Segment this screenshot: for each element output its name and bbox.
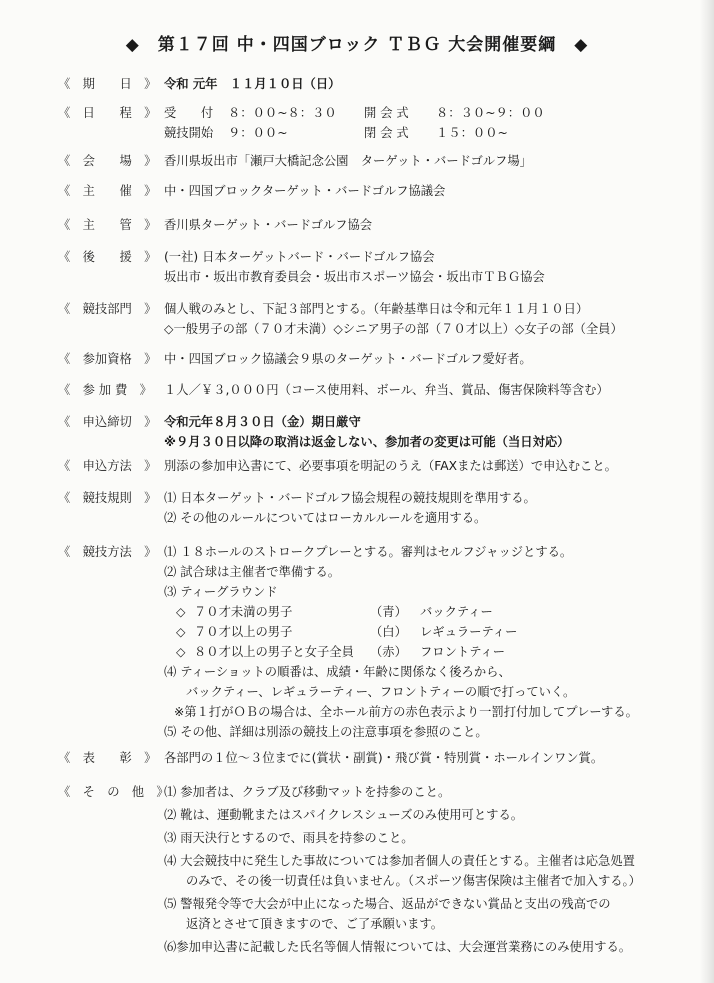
other-line: ⑶ 雨天決行とするので、雨具を持参のこと。 <box>164 831 414 845</box>
section-content <box>164 349 694 369</box>
section-content <box>164 542 694 742</box>
section-content <box>164 151 694 171</box>
manager-value: 香川県ターゲット・バードゴルフ協会 <box>164 218 373 232</box>
other-line: ⑸ 警報発令等で大会が中止になった場合、返品ができない賞品と支出の残高での <box>164 897 611 911</box>
tee-row <box>164 622 694 642</box>
diamond-bullet: ◇ <box>176 645 186 659</box>
section-content <box>164 247 694 287</box>
method-line: バックティー、レギュラーティー、フロントティーの順で打っていく。 <box>186 685 576 699</box>
section-label: 《 競技方法 》 <box>58 545 157 559</box>
section-content <box>164 380 694 400</box>
venue-value: 香川県坂出市「瀬戸大橋記念公園 ターゲット・バードゴルフ場」 <box>164 154 532 168</box>
schedule-item-time: ９：００~ <box>228 126 288 140</box>
section-content <box>164 456 694 476</box>
tee-name: フロントティー <box>420 645 506 659</box>
other-line: 返済とさせて頂きますので、ご了承願います。 <box>186 917 444 931</box>
schedule-item-time: ８：３０~９：００ <box>436 106 545 120</box>
section-content <box>164 488 694 528</box>
tee-color: （白） <box>370 625 407 639</box>
other-line: ⑷ 大会競技中に発生した事故については参加者個人の責任とする。主催者は応急処置 <box>164 854 635 868</box>
deadline-line: 令和元年８月３０日（金）期日厳守 <box>164 415 361 429</box>
diamond-bullet: ◇ <box>176 625 186 639</box>
method-line: ⑴ １８ホールのストロークプレーとする。審判はセルフジャッジとする。 <box>164 545 573 559</box>
date-value: 令和 元年 １１月１０日（日） <box>164 77 341 91</box>
schedule-item-time: ８：００~８：３０ <box>228 106 337 120</box>
diamond-bullet: ◇ <box>176 605 186 619</box>
section-label: 《 そ の 他 》 <box>58 785 169 799</box>
deadline-note: ※９月３０日以降の取消は返金しない、参加者の変更は可能（当日対応） <box>164 435 570 449</box>
section-label: 《 期 日 》 <box>58 77 157 91</box>
other-line: のみで、その後一切責任は負いません。（スポーツ傷害保険は主催者で加入する。） <box>186 874 641 888</box>
other-line: ⑴ 参加者は、クラブ及び移動マットを持参のこと。 <box>164 785 451 799</box>
section-label: 《 主 催 》 <box>58 184 157 198</box>
divisions-line: ◇一般男子の部（７０才未満）◇シニア男子の部（７０才以上）◇女子の部（全員） <box>164 322 623 336</box>
application-value: 別添の参加申込書にて、必要事項を明記のうえ（FAXまたは郵送）で申込むこと。 <box>164 459 617 473</box>
section-label: 《 申込締切 》 <box>58 415 157 429</box>
method-line: ⑶ ティーグラウンド <box>164 585 278 599</box>
tee-color: （赤） <box>370 645 407 659</box>
tee-name: バックティー <box>420 605 493 619</box>
schedule-row <box>164 103 694 123</box>
page-edge-shadow <box>700 0 714 983</box>
section-label: 《 表 彰 》 <box>58 751 157 765</box>
tee-eligibility: ８０才以上の男子と女子全員 <box>194 645 354 659</box>
tee-color: （青） <box>370 605 407 619</box>
section-content <box>164 74 694 94</box>
tee-name: レギュラーティー <box>420 625 518 639</box>
tee-eligibility: ７０才以上の男子 <box>194 625 293 639</box>
tee-eligibility: ７０才未満の男子 <box>194 605 293 619</box>
rules-line: ⑴ 日本ターゲット・バードゴルフ協会規程の競技規則を準用する。 <box>164 491 536 505</box>
section-label: 《 競技部門 》 <box>58 302 157 316</box>
fee-value: １人／￥３,０００円（コース使用料、ボール、弁当、賞品、傷害保険料等含む） <box>164 383 609 397</box>
schedule-item-time: １５：００~ <box>436 126 508 140</box>
awards-value: 各部門の１位～３位までに(賞状・副賞)・飛び賞・特別賞・ホールインワン賞。 <box>164 751 604 765</box>
section-label: 《 後 援 》 <box>58 250 157 264</box>
section-content <box>164 412 694 452</box>
page-title: ◆ 第１７回 中・四国ブロック ＴＢＧ 大会開催要綱 ◆ <box>125 35 589 55</box>
section-content <box>164 299 694 339</box>
method-note: ※第１打がＯＢの場合は、全ホール前方の赤色表示より一罰打付加してプレーする。 <box>174 705 638 719</box>
support-line: 坂出市・坂出市教育委員会・坂出市スポーツ協会・坂出市ＴＢＧ協会 <box>164 270 545 284</box>
section-label: 《 参 加 費 》 <box>58 383 152 397</box>
schedule-item-name: 競技開始 <box>164 126 214 140</box>
eligibility-value: 中・四国ブロック協議会９県のターゲット・バードゴルフ愛好者。 <box>164 352 532 366</box>
section-label: 《 日 程 》 <box>58 106 157 120</box>
divisions-line: 個人戦のみとし、下記３部門とする。（年齢基準日は令和元年１１月１０日） <box>164 302 589 316</box>
tee-row <box>164 642 694 662</box>
method-line: ⑷ ティーショットの順番は、成績・年齢に関係なく後ろから、 <box>164 665 511 679</box>
method-line: ⑸ その他、詳細は別添の競技上の注意事項を参照のこと。 <box>164 725 488 739</box>
support-line: (一社) 日本ターゲットバード・バードゴルフ協会 <box>164 250 435 264</box>
section-label: 《 会 場 》 <box>58 154 157 168</box>
section-content <box>164 748 694 768</box>
other-line: ⑵ 靴は、運動靴またはスパイクレスシューズのみ使用可とする。 <box>164 808 524 822</box>
schedule-item-name: 受 付 <box>164 106 214 120</box>
section-label: 《 主 管 》 <box>58 218 157 232</box>
section-content <box>164 782 694 957</box>
section-label: 《 参加資格 》 <box>58 352 157 366</box>
other-line: ⑹参加申込書に記載した氏名等個人情報については、大会運営業務にのみ使用する。 <box>164 940 632 954</box>
section-content <box>164 103 694 143</box>
section-label: 《 競技規則 》 <box>58 491 157 505</box>
organizer-value: 中・四国ブロックターゲット・バードゴルフ協議会 <box>164 184 446 198</box>
section-content <box>164 181 694 201</box>
schedule-item-name: 閉 会 式 <box>364 126 409 140</box>
schedule-item-name: 開 会 式 <box>364 106 409 120</box>
rules-line: ⑵ その他のルールについてはローカルルールを適用する。 <box>164 511 487 525</box>
section-label: 《 申込方法 》 <box>58 459 157 473</box>
section-content <box>164 215 694 235</box>
tee-row <box>164 602 694 622</box>
method-line: ⑵ 試合球は主催者で準備する。 <box>164 565 341 579</box>
schedule-row <box>164 123 694 143</box>
